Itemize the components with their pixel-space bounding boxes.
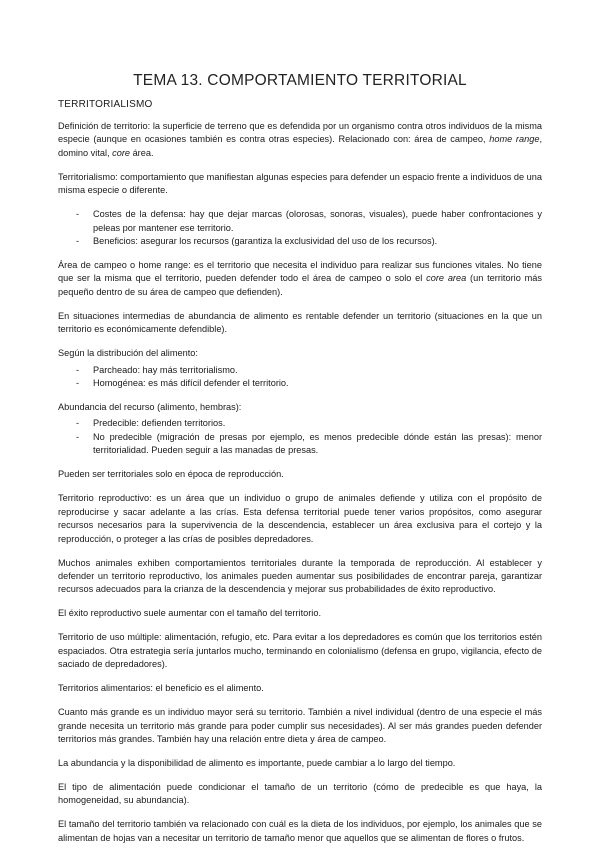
list-item: - Parcheado: hay más territorialismo.: [76, 364, 542, 377]
paragraph-exito-reproductivo: El éxito reproductivo suele aumentar con el tamaño del territorio.: [58, 608, 322, 619]
paragraph-tamano-individuo: Cuanto más grande es un individuo mayor será su territorio. También a nivel individual (dentro de una especie el más grande necesita un territorio más grande para poder cumplir sus necesidades). Al ser más grandes pueden defender territorios más grandes. También hay una relación entre dieta y área de campeo.: [58, 707, 542, 744]
list-item: - Predecible: defienden territorios.: [76, 417, 542, 430]
paragraph-territorio-reproductivo: Territorio reproductivo: es un área que un individuo o grupo de animales defiende y utiliza con el propósito de reproducirse y sacar adelante a las crías. Esta defensa territorial puede tener varios propósitos, como asegurar recursos necesarios para la supervivencia de la descendencia, establecer un área exclusiva para el cortejo y la reproducción, o proteger a las crías de posibles depredadores.: [58, 493, 542, 544]
paragraph-area-campeo: Área de campeo o home range: es el territorio que necesita el individuo para realizar sus funciones vitales. No tiene que ser la misma que el territorio, pueden defender todo el área de campeo o solo el core area (un territorio más pequeño dentro de su área de campeo que defienden).: [58, 260, 542, 297]
list-item: - Homogénea: es más difícil defender el territorio.: [76, 377, 542, 390]
list-abundancia: [58, 417, 542, 457]
paragraph-territorios-alimentarios: Territorios alimentarios: el beneficio es el alimento.: [58, 683, 264, 694]
paragraph-situaciones-intermedias: En situaciones intermedias de abundancia de alimento es rentable defender un territorio (situaciones en la que un territorio es económicamente defendible).: [58, 310, 542, 335]
list-distribucion: [58, 364, 542, 391]
paragraph-territorialismo: Territorialismo: comportamiento que manifiestan algunas especies para defender un espacio frente a individuos de una misma especie o diferente.: [58, 171, 542, 196]
paragraph-abundancia-alimento: La abundancia y la disponibilidad de alimento es importante, puede cambiar a lo largo del tiempo.: [58, 757, 456, 768]
list-item: - Costes de la defensa: hay que dejar marcas (olorosas, sonoras, visuales), puede haber confrontaciones y peleas por mantener ese territorio.: [76, 208, 542, 235]
section-heading: TERRITORIALISMO: [58, 99, 153, 110]
paragraph-definicion-territorio: Definición de territorio: la superficie de terreno que es defendida por un organismo contra otros individuos de la misma especie (aunque en ocasiones también es contra otras especies). Relacionado con: área de campeo, home range, domino vital, core área.: [58, 121, 542, 158]
paragraph-comportamientos-territoriales: Muchos animales exhiben comportamientos territoriales durante la temporada de reproducción. Al establecer y defender un territorio reproductivo, los animales pueden aumentar sus posibilidades de encontrar pareja, garantizar recursos adecuados para la crianza de la descendencia y mejorar sus probabilidades de éxito reproductivo.: [58, 557, 542, 595]
list-item: - Beneficios: asegurar los recursos (garantiza la exclusividad del uso de los recursos).: [76, 235, 542, 248]
list-item: - No predecible (migración de presas por ejemplo, es menos predecible dónde están las presas): menor territorialidad. Pueden seguir a las manadas de presas.: [76, 431, 542, 458]
page-title: TEMA 13. COMPORTAMIENTO TERRITORIAL: [133, 72, 467, 89]
paragraph-epoca-reproduccion: Pueden ser territoriales solo en época de reproducción.: [58, 469, 284, 480]
paragraph-tamano-dieta: El tamaño del territorio también va relacionado con cuál es la dieta de los individuos, por ejemplo, los animales que se alimentan de hojas van a necesitar un territorio de tamaño menor que aquellos que se alimentan de flores o frutos.: [58, 819, 542, 843]
list-costes-beneficios: [58, 208, 542, 248]
paragraph-uso-multiple: Territorio de uso múltiple: alimentación, refugio, etc. Para evitar a los depredadores es común que los territorios estén espaciados. Otra estrategia sería juntarlos mucho, terminando en colonialismo (defensa en grupo, vigilancia, efecto de saciado de depredadores).: [58, 632, 542, 670]
paragraph-abundancia-recurso: Abundancia del recurso (alimento, hembras):: [58, 402, 242, 413]
paragraph-distribucion: Según la distribución del alimento:: [58, 348, 198, 359]
paragraph-tipo-alimentacion: El tipo de alimentación puede condicionar el tamaño de un territorio (cómo de predecible es que haya, la homogeneidad, su abundancia).: [58, 781, 542, 806]
